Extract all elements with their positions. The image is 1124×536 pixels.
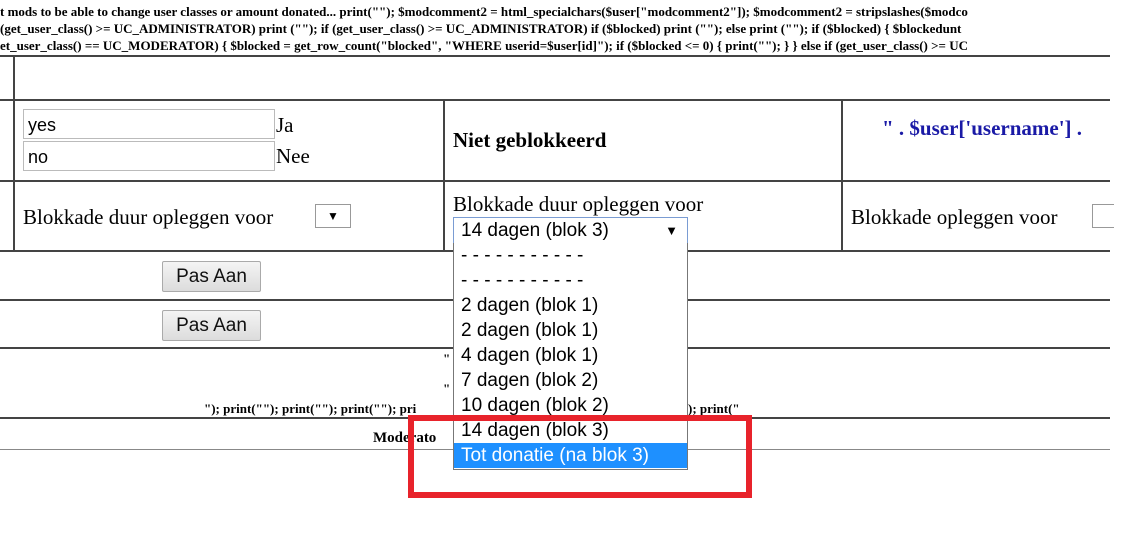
select-value: 14 dagen (blok 3) [461, 220, 609, 241]
table-border [0, 55, 1110, 57]
blokkade-duur-select[interactable] [453, 217, 688, 244]
table-border [13, 99, 15, 252]
code-fragment-print-left: "); print(""); print(""); print(""); pri [204, 401, 417, 416]
select-option-highlighted[interactable]: Tot donatie (na blok 3) [454, 443, 687, 468]
yes-label: Ja [276, 113, 294, 137]
yes-input[interactable]: yes [23, 109, 275, 139]
chevron-down-icon: ▼ [327, 209, 339, 223]
blokkade-duur-label-middle: Blokkade duur opleggen voor [453, 192, 704, 216]
table-border [13, 55, 15, 101]
moderator-heading: Moderato [373, 430, 437, 446]
chevron-down-icon: ▼ [665, 223, 678, 238]
select-option[interactable]: 2 dagen (blok 1) [461, 295, 599, 316]
code-fragment-quote-2: " [443, 381, 451, 396]
code-fragment-print-right: ); print(" [688, 401, 740, 416]
blokkade-duur-select-left[interactable] [315, 204, 351, 228]
code-line-3: et_user_class() == UC_MODERATOR) { $blocked = get_row_count("blocked", "WHERE userid=$user[id]"); if ($blocked <= 0) { print(""); } } else if (get_user_class() >= UC [0, 38, 968, 53]
blokkade-label-right: Blokkade opleggen voor [851, 205, 1058, 229]
code-fragment-quote-1: " [443, 351, 451, 366]
no-input[interactable]: no [23, 141, 275, 171]
select-dropdown-list[interactable] [453, 243, 688, 470]
no-label: Nee [276, 144, 310, 168]
blokkade-duur-label-left: Blokkade duur opleggen voor [23, 205, 274, 229]
table-border [0, 180, 1110, 182]
select-option[interactable]: 7 dagen (blok 2) [461, 370, 599, 391]
code-line-1: t mods to be able to change user classes or amount donated... print(""); $modcomment2 = html_specialchars($user["modcomment2"]); $modcomment2 = stripslashes($modco [0, 4, 968, 19]
table-border [443, 99, 445, 252]
select-option[interactable]: - - - - - - - - - - - [461, 270, 584, 291]
select-option[interactable]: 10 dagen (blok 2) [461, 395, 609, 416]
pas-aan-button-1[interactable]: Pas Aan [162, 261, 261, 292]
blokkade-select-right[interactable] [1092, 204, 1114, 228]
status-text: Niet geblokkeerd [453, 128, 607, 152]
select-option[interactable]: - - - - - - - - - - - [461, 245, 584, 266]
select-option[interactable]: 14 dagen (blok 3) [461, 420, 609, 441]
pas-aan-button-2[interactable]: Pas Aan [162, 310, 261, 341]
code-line-2: (get_user_class() >= UC_ADMINISTRATOR) print (""); if (get_user_class() >= UC_ADMINISTRATOR) if ($blocked) print (""); else print (""); if ($blocked) { $blockedunt [0, 21, 962, 36]
select-option[interactable]: 2 dagen (blok 1) [461, 320, 599, 341]
select-option[interactable]: 4 dagen (blok 1) [461, 345, 599, 366]
table-border [0, 99, 1110, 101]
username-expression: " . $user['username'] . [882, 116, 1083, 140]
table-border [841, 99, 843, 252]
